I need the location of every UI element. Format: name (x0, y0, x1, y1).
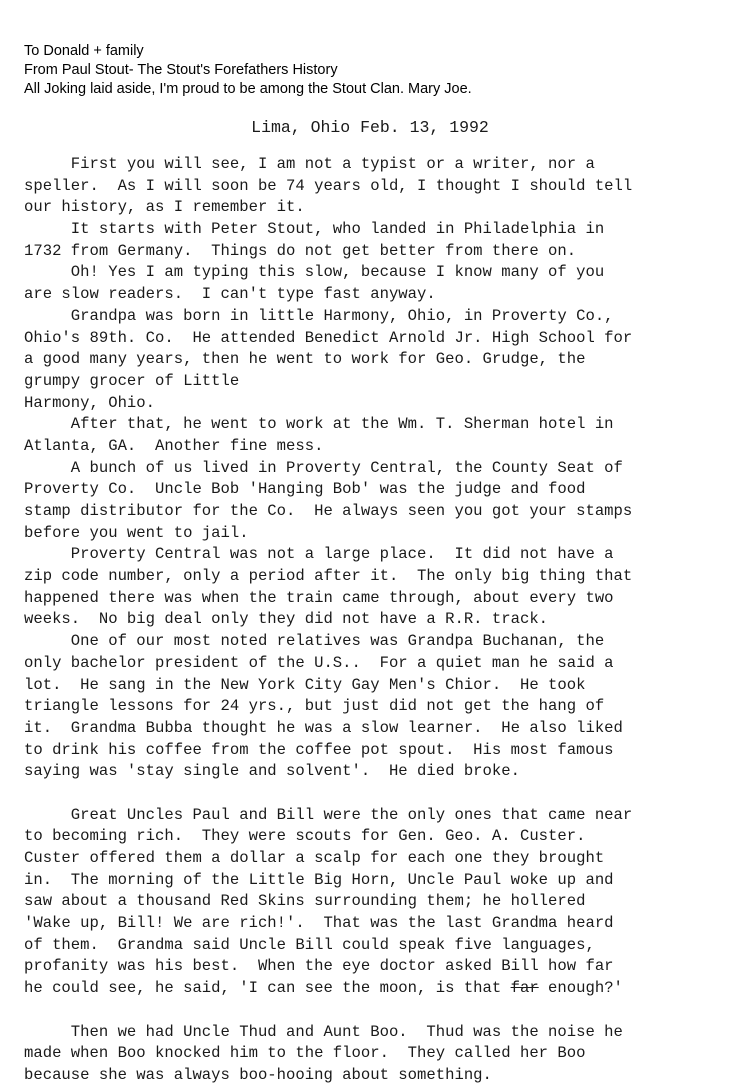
body-line: a good many years, then he went to work for Geo. Grudge, the (24, 350, 586, 369)
body-line: in. The morning of the Little Big Horn, Uncle Paul woke up and (24, 870, 614, 889)
body-line: Oh! Yes I am typing this slow, because I know many of you (24, 263, 605, 282)
body-line: Custer offered them a dollar a scalp for each one they brought (24, 849, 605, 867)
struck-word: far (510, 979, 539, 998)
body-line: One of our most noted relatives was Grandpa Buchanan, the (24, 632, 605, 651)
body-line: First you will see, I am not a typist or a writer, nor a (24, 155, 595, 173)
body-line: Great Uncles Paul and Bill were the only ones that came near (24, 805, 633, 824)
body-line: A bunch of us lived in Proverty Central, the County Seat of (24, 458, 623, 477)
body-line: stamp distributor for the Co. He always seen you got your stamps (24, 502, 633, 520)
body-line: Harmony, Ohio. (24, 393, 156, 412)
body-line: Proverty Central was not a large place. It did not have a (24, 545, 614, 564)
body-line: our history, as I remember it. (24, 198, 305, 217)
note-line-recipient: To Donald + family (24, 43, 144, 59)
body-line: Proverty Co. Uncle Bob 'Hanging Bob' was the judge and food (24, 480, 586, 499)
paragraph-gap (24, 1000, 730, 1022)
body-line: 1732 from Germany. Things do not get better from there on. (24, 241, 577, 260)
body-line: happened there was when the train came through, about every two (24, 588, 614, 607)
body-line: It starts with Peter Stout, who landed in Philadelphia in (24, 220, 605, 239)
letter-body (24, 154, 730, 1087)
note-line-sender: From Paul Stout- The Stout's Forefathers History (24, 62, 338, 78)
body-line: it. Grandma Bubba thought he was a slow learner. He also liked (24, 718, 623, 737)
body-line: weeks. No big deal only they did not have a R.R. track. (24, 610, 549, 629)
body-line: of them. Grandma said Uncle Bill could speak five languages, (24, 935, 595, 954)
body-line: saw about a thousand Red Skins surrounding them; he hollered (24, 892, 586, 911)
body-line: 'Wake up, Bill! We are rich!'. That was the last Grandma heard (24, 914, 614, 933)
letter-dateline: Lima, Ohio Feb. 13, 1992 (251, 118, 489, 137)
body-line: to becoming rich. They were scouts for Gen. Geo. A. Custer. (24, 827, 586, 846)
body-line: triangle lessons for 24 yrs., but just did not get the hang of (24, 697, 605, 716)
body-line: grumpy grocer of Little (24, 371, 240, 390)
body-line: After that, he went to work at the Wm. T. Sherman hotel in (24, 415, 614, 434)
body-line: because she was always boo-hooing about something. (24, 1065, 492, 1084)
body-line: only bachelor president of the U.S.. For a quiet man he said a (24, 653, 614, 672)
body-line: made when Boo knocked him to the floor. They called her Boo (24, 1044, 586, 1063)
body-line: Then we had Uncle Thud and Aunt Boo. Thud was the noise he (24, 1022, 623, 1041)
paragraph-gap (24, 783, 730, 805)
body-line: speller. As I will soon be 74 years old, I thought I should tell (24, 176, 633, 195)
body-line: before you went to jail. (24, 523, 249, 542)
body-line: profanity was his best. When the eye doctor asked Bill how far (24, 957, 614, 976)
body-line: Grandpa was born in little Harmony, Ohio, in Proverty Co., (24, 306, 614, 325)
body-line: zip code number, only a period after it. The only big thing that (24, 567, 633, 586)
body-line: saying was 'stay single and solvent'. He died broke. (24, 762, 520, 781)
body-line: lot. He sang in the New York City Gay Men's Chior. He took (24, 675, 586, 694)
body-line: to drink his coffee from the coffee pot spout. His most famous (24, 740, 614, 759)
body-line: Atlanta, GA. Another fine mess. (24, 436, 324, 455)
handwritten-note-header (24, 42, 472, 99)
note-line-remark: All Joking laid aside, I'm proud to be among the Stout Clan. Mary Joe. (24, 81, 472, 97)
body-line: are slow readers. I can't type fast anyway. (24, 285, 436, 304)
body-line: Ohio's 89th. Co. He attended Benedict Arnold Jr. High School for (24, 328, 633, 347)
body-line: he could see, he said, 'I can see the moon, is that far enough?' (24, 979, 623, 998)
